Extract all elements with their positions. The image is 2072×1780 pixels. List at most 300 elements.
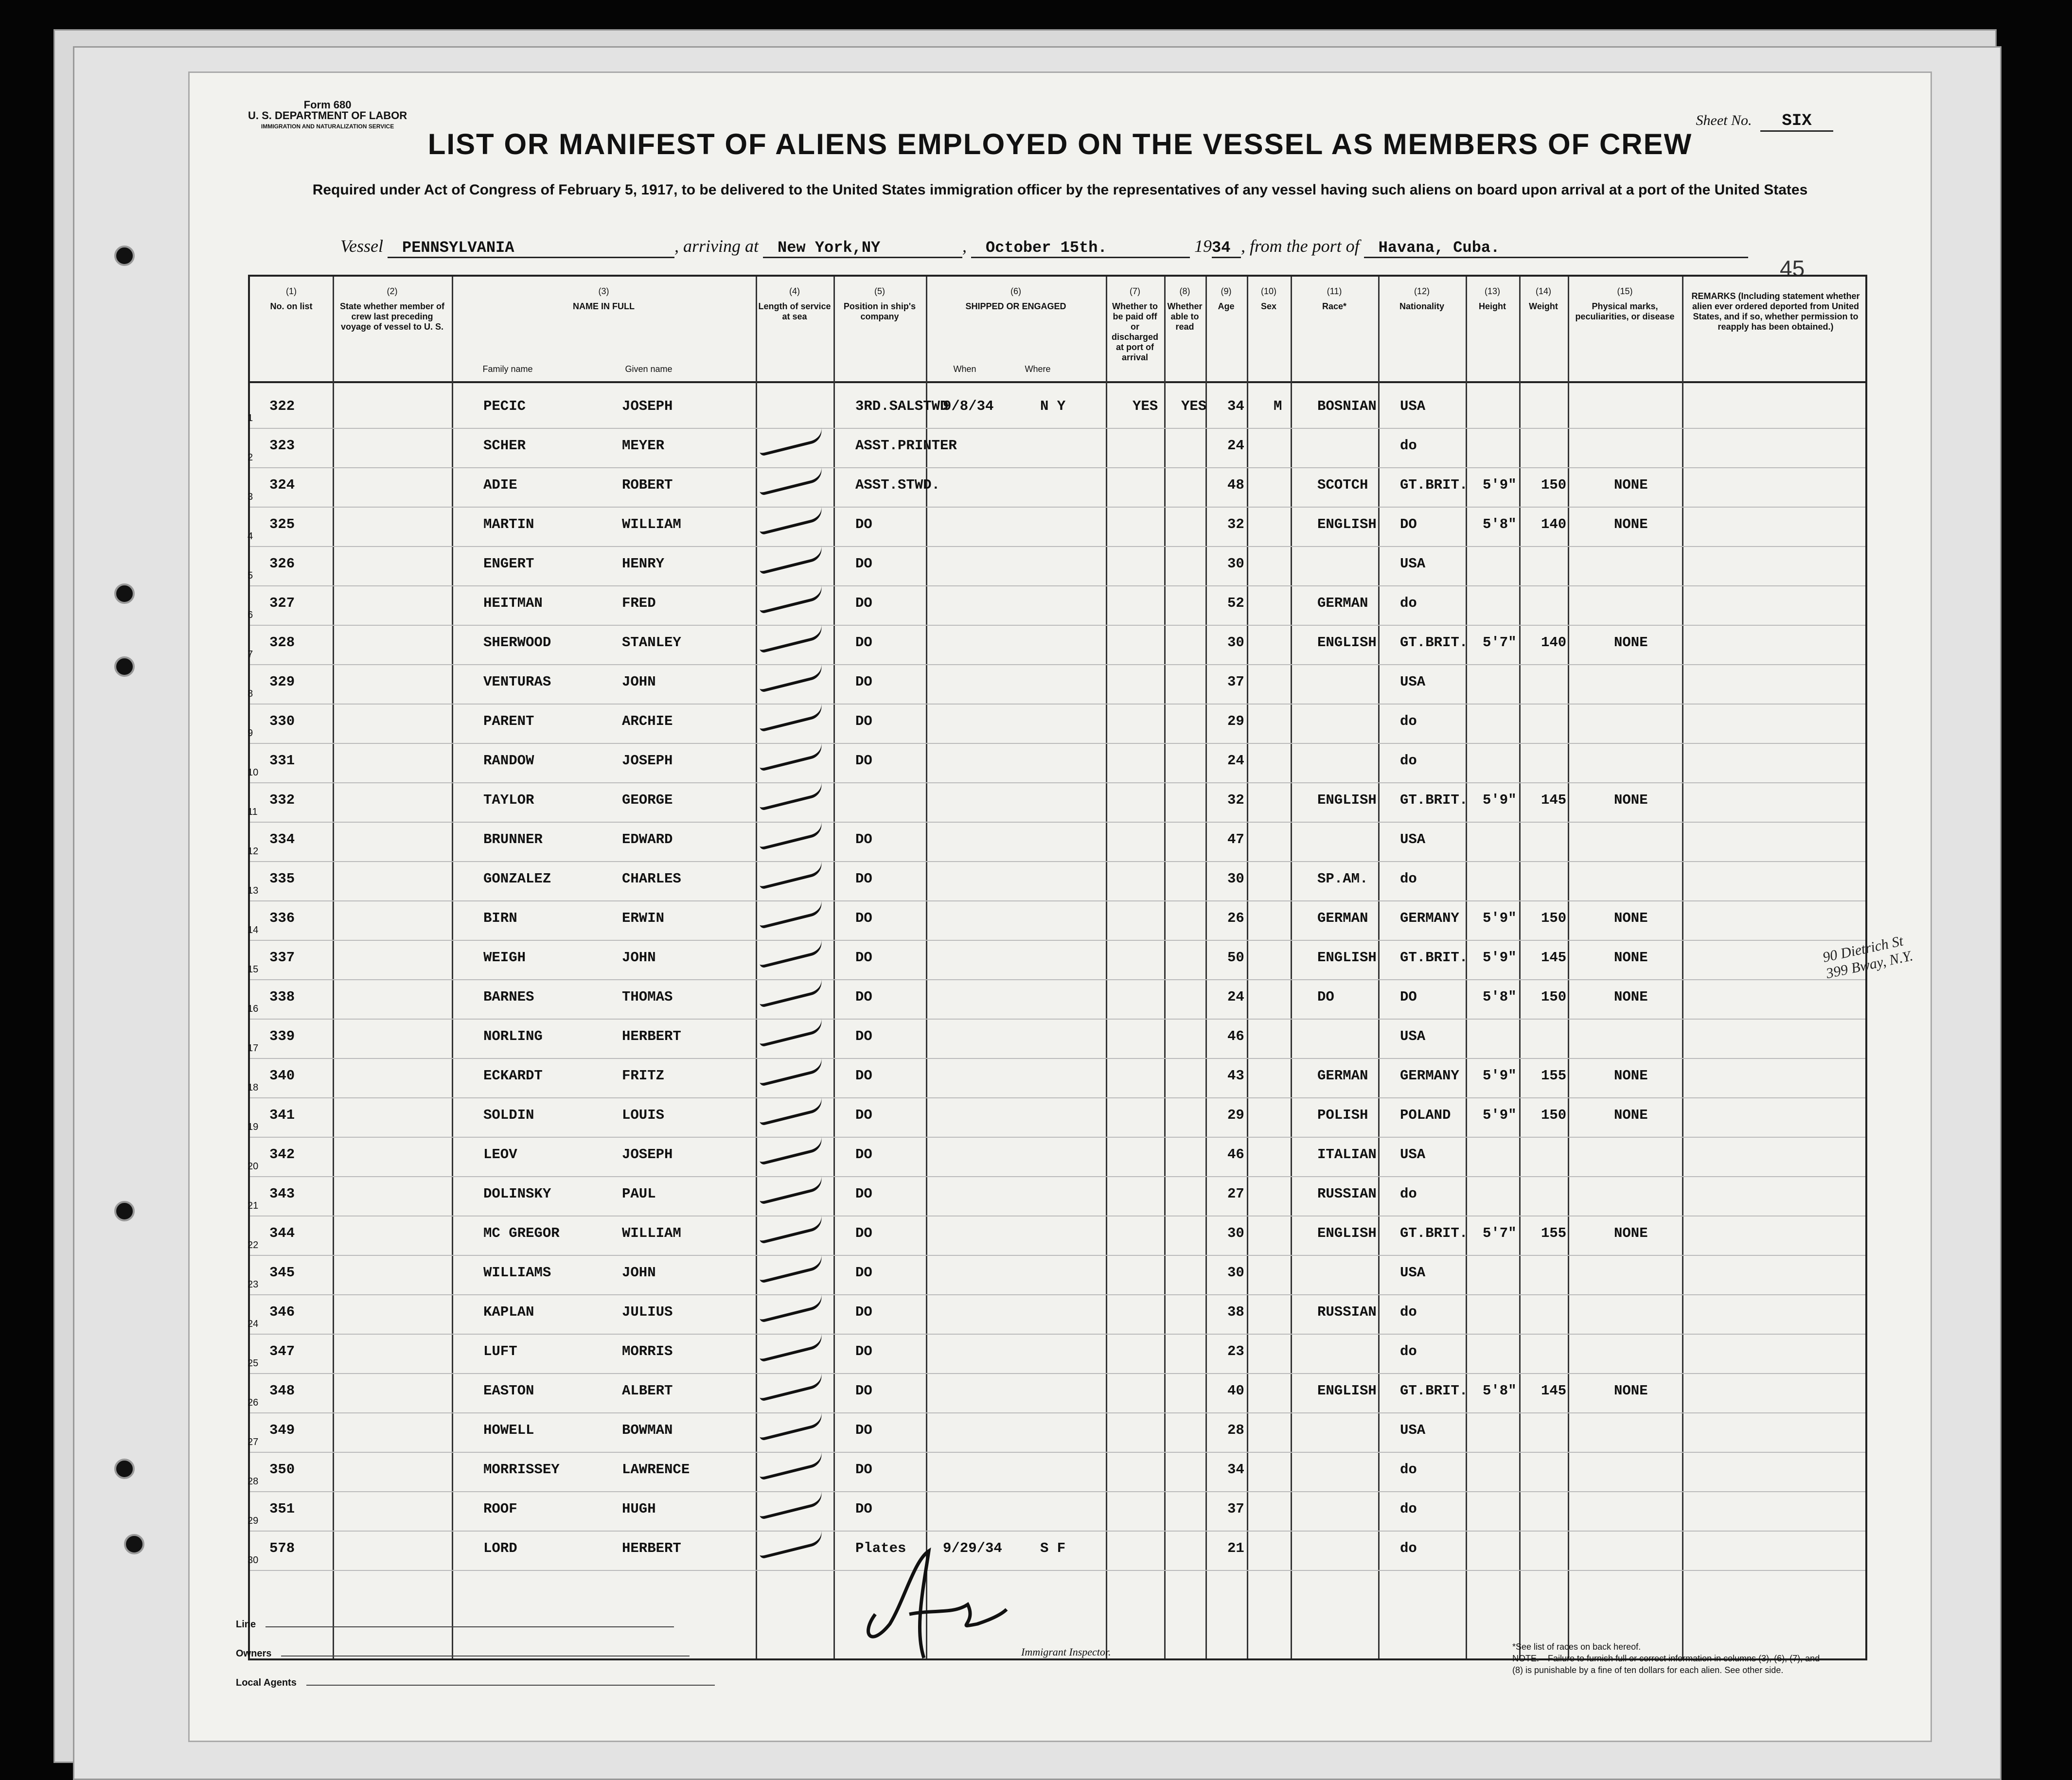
cell-no: 334 — [269, 831, 295, 847]
cell-age: 24 — [1227, 753, 1244, 769]
cell-no: 344 — [269, 1225, 295, 1241]
row-rule — [250, 743, 1865, 744]
row-rule — [250, 822, 1865, 823]
cell-no: 331 — [269, 753, 295, 769]
row-rule — [250, 546, 1865, 547]
cell-age: 24 — [1227, 989, 1244, 1005]
column-divider — [833, 277, 835, 1658]
column-label: State whether member of crew last preceding voyage of vessel to U. S. — [339, 301, 445, 332]
crew-table — [248, 275, 1867, 1660]
column-header — [454, 286, 753, 312]
check-mark — [758, 900, 825, 929]
row-index: 29 — [248, 1516, 259, 1526]
row-index: 26 — [248, 1397, 259, 1408]
cell-family: SOLDIN — [483, 1107, 534, 1123]
cell-age: 30 — [1227, 556, 1244, 572]
cell-no: 346 — [269, 1304, 295, 1320]
cell-given: JULIUS — [622, 1304, 673, 1320]
cell-family: LEOV — [483, 1146, 517, 1163]
cell-age: 48 — [1227, 477, 1244, 493]
cell-height: 5'9" — [1483, 1107, 1517, 1123]
footnote — [1512, 1641, 1824, 1676]
check-mark — [758, 1215, 825, 1244]
column-label: SHIPPED OR ENGAGED — [965, 301, 1066, 311]
header-divider — [250, 381, 1865, 383]
punch-hole — [124, 1534, 144, 1554]
cell-given: JOSEPH — [622, 1146, 673, 1163]
column-divider — [1378, 277, 1380, 1658]
check-mark — [758, 1373, 825, 1402]
cell-given: ARCHIE — [622, 713, 673, 729]
cell-nat: GT.BRIT. — [1400, 477, 1468, 493]
column-header — [758, 286, 831, 322]
cell-family: ADIE — [483, 477, 517, 493]
column-number: (7) — [1130, 286, 1140, 296]
check-mark — [758, 664, 825, 693]
row-index: 4 — [248, 531, 253, 542]
column-label: Position in ship's company — [843, 301, 916, 321]
cell-position: DO — [855, 1462, 872, 1478]
cell-height: 5'7" — [1483, 1225, 1517, 1241]
column-label: Sex — [1260, 301, 1277, 311]
cell-family: EASTON — [483, 1383, 534, 1399]
cell-age: 28 — [1227, 1422, 1244, 1438]
check-mark — [758, 703, 825, 732]
cell-family: KAPLAN — [483, 1304, 534, 1320]
cell-age: 46 — [1227, 1028, 1244, 1044]
cell-marks: NONE — [1614, 910, 1648, 926]
cell-no: 335 — [269, 871, 295, 887]
cell-race: RUSSIAN — [1317, 1304, 1377, 1320]
owners-field — [236, 1648, 690, 1659]
check-mark — [758, 546, 825, 575]
cell-race: ENGLISH — [1317, 950, 1377, 966]
column-label: NAME IN FULL — [573, 301, 635, 311]
column-divider — [1291, 277, 1292, 1658]
cell-when: 9/8/34 — [943, 398, 994, 414]
from-port: Havana, Cuba. — [1364, 239, 1748, 258]
row-rule — [250, 1412, 1865, 1413]
cell-family: ECKARDT — [483, 1068, 543, 1084]
row-rule — [250, 1255, 1865, 1256]
cell-position: 3RD.SALSTWD — [855, 398, 949, 414]
column-label: Height — [1479, 301, 1506, 311]
column-header — [1167, 286, 1203, 332]
cell-no: 351 — [269, 1501, 295, 1517]
row-index: 20 — [248, 1161, 259, 1172]
check-mark — [758, 782, 825, 811]
cell-no: 347 — [269, 1343, 295, 1359]
check-mark — [758, 1097, 825, 1126]
check-mark — [758, 1254, 825, 1284]
column-label: Nationality — [1399, 301, 1444, 311]
vessel-label: Vessel — [340, 236, 383, 256]
column-label: REMARKS (Including statement whether alien ever ordered deported from United States, and if so, whether permission to reapply has been obtained.) — [1691, 291, 1860, 332]
cell-race: GERMAN — [1317, 1068, 1368, 1084]
cell-no: 322 — [269, 398, 295, 414]
cell-position: DO — [855, 1383, 872, 1399]
column-label: Race* — [1322, 301, 1347, 311]
check-mark — [758, 1294, 825, 1323]
column-label: Whether to be paid off or discharged at port of arrival — [1111, 301, 1159, 362]
row-rule — [250, 1137, 1865, 1138]
cell-given: PAUL — [622, 1186, 656, 1202]
cell-no: 578 — [269, 1540, 295, 1556]
check-mark — [758, 939, 825, 969]
row-index: 12 — [248, 846, 259, 857]
cell-no: 323 — [269, 438, 295, 454]
cell-no: 341 — [269, 1107, 295, 1123]
cell-given: LAWRENCE — [622, 1462, 690, 1478]
check-mark — [758, 467, 825, 496]
cell-nat: USA — [1400, 831, 1426, 847]
check-mark — [758, 1491, 825, 1520]
column-header — [1208, 286, 1244, 312]
cell-given: MEYER — [622, 438, 665, 454]
cell-age: 47 — [1227, 831, 1244, 847]
cell-family: BRUNNER — [483, 831, 543, 847]
cell-age: 23 — [1227, 1343, 1244, 1359]
sub-header: Where — [1025, 364, 1051, 374]
cell-position: DO — [855, 1107, 872, 1123]
row-index: 21 — [248, 1200, 259, 1211]
cell-race: RUSSIAN — [1317, 1186, 1377, 1202]
year-prefix: 19 — [1194, 236, 1212, 256]
cell-family: PECIC — [483, 398, 526, 414]
cell-no: 332 — [269, 792, 295, 808]
cell-family: HOWELL — [483, 1422, 534, 1438]
row-rule — [250, 861, 1865, 862]
cell-given: HENRY — [622, 556, 665, 572]
check-mark — [758, 1136, 825, 1165]
sheet-value: SIX — [1760, 112, 1833, 132]
arriving-label: , arriving at — [674, 236, 759, 256]
cell-family: RANDOW — [483, 753, 534, 769]
column-number: (8) — [1179, 286, 1190, 296]
row-rule — [250, 625, 1865, 626]
cell-nat: POLAND — [1400, 1107, 1451, 1123]
cell-age: 37 — [1227, 674, 1244, 690]
cell-no: 339 — [269, 1028, 295, 1044]
cell-weight: 140 — [1541, 516, 1567, 532]
cell-family: MORRISSEY — [483, 1462, 560, 1478]
cell-age: 32 — [1227, 516, 1244, 532]
cell-age: 24 — [1227, 438, 1244, 454]
cell-age: 29 — [1227, 713, 1244, 729]
cell-position: DO — [855, 871, 872, 887]
cell-nat: USA — [1400, 556, 1426, 572]
cell-height: 5'9" — [1483, 792, 1517, 808]
sheet-label: Sheet No. — [1696, 112, 1752, 128]
handwritten-remark: 90 Dietrich St 399 Bway, N.Y. — [1821, 933, 1914, 982]
cell-height: 5'8" — [1483, 989, 1517, 1005]
cell-age: 37 — [1227, 1501, 1244, 1517]
row-rule — [250, 1373, 1865, 1374]
punch-hole — [114, 583, 135, 604]
check-mark — [758, 624, 825, 653]
service: IMMIGRATION AND NATURALIZATION SERVICE — [261, 123, 394, 130]
cell-marks: NONE — [1614, 792, 1648, 808]
row-index: 7 — [248, 649, 253, 660]
cell-position: DO — [855, 516, 872, 532]
column-divider — [1682, 277, 1683, 1658]
row-index: 24 — [248, 1319, 259, 1329]
column-number: (6) — [1010, 286, 1021, 296]
inspector-signature — [856, 1541, 1011, 1670]
column-label: Length of service at sea — [758, 301, 831, 321]
row-rule — [250, 1058, 1865, 1059]
cell-no: 328 — [269, 634, 295, 651]
cell-nat: GERMANY — [1400, 1068, 1459, 1084]
cell-given: WILLIAM — [622, 1225, 681, 1241]
cell-age: 50 — [1227, 950, 1244, 966]
vessel-line: Vessel PENNSYLVANIA , arriving at New York,NY , October 15th. 1934 , from the port of Havana, Cuba. — [340, 236, 1748, 258]
cell-family: BARNES — [483, 989, 534, 1005]
cell-when: 9/29/34 — [943, 1540, 1002, 1556]
page-number: 45 — [1780, 256, 1805, 281]
sub-header: Given name — [625, 364, 673, 374]
cell-race: ENGLISH — [1317, 1225, 1377, 1241]
cell-race: SP.AM. — [1317, 871, 1368, 887]
department: U. S. DEPARTMENT OF LABOR — [248, 109, 407, 122]
cell-position: DO — [855, 1028, 872, 1044]
cell-race: GERMAN — [1317, 595, 1368, 611]
cell-position: ASST.STWD. — [855, 477, 940, 493]
cell-marks: NONE — [1614, 1225, 1648, 1241]
cell-given: MORRIS — [622, 1343, 673, 1359]
row-index: 5 — [248, 570, 253, 581]
cell-weight: 150 — [1541, 910, 1567, 926]
cell-weight: 145 — [1541, 1383, 1567, 1399]
cell-given: WILLIAM — [622, 516, 681, 532]
cell-position: DO — [855, 674, 872, 690]
races-note: *See list of races on back hereof. — [1512, 1642, 1641, 1652]
cell-nat: do — [1400, 713, 1417, 729]
cell-family: WILLIAMS — [483, 1265, 551, 1281]
cell-position: DO — [855, 1304, 872, 1320]
row-index: 6 — [248, 610, 253, 620]
column-number: (10) — [1260, 286, 1276, 296]
cell-position: DO — [855, 1265, 872, 1281]
cell-family: TAYLOR — [483, 792, 534, 808]
punch-hole — [114, 1201, 135, 1221]
row-index: 16 — [248, 1004, 259, 1014]
cell-no: 329 — [269, 674, 295, 690]
cell-given: JOHN — [622, 674, 656, 690]
cell-age: 40 — [1227, 1383, 1244, 1399]
column-divider — [1205, 277, 1207, 1658]
cell-weight: 145 — [1541, 792, 1567, 808]
sub-header: When — [953, 364, 976, 374]
column-number: (14) — [1535, 286, 1551, 296]
cell-height: 5'8" — [1483, 1383, 1517, 1399]
cell-nat: USA — [1400, 1146, 1426, 1163]
cell-given: GEORGE — [622, 792, 673, 808]
line-field — [236, 1619, 674, 1630]
cell-nat: GERMANY — [1400, 910, 1459, 926]
cell-age: 26 — [1227, 910, 1244, 926]
cell-height: 5'9" — [1483, 477, 1517, 493]
row-rule — [250, 940, 1865, 941]
column-header — [1249, 286, 1288, 312]
cell-race: SCOTCH — [1317, 477, 1368, 493]
cell-age: 30 — [1227, 1265, 1244, 1281]
column-header — [335, 286, 449, 332]
punch-hole — [114, 246, 135, 266]
cell-given: BOWMAN — [622, 1422, 673, 1438]
cell-nat: do — [1400, 595, 1417, 611]
cell-nat: USA — [1400, 398, 1426, 414]
row-rule — [250, 704, 1865, 705]
row-index: 14 — [248, 925, 259, 935]
row-rule — [250, 1452, 1865, 1453]
cell-given: CHARLES — [622, 871, 681, 887]
row-index: 17 — [248, 1043, 259, 1054]
cell-height: 5'9" — [1483, 910, 1517, 926]
column-header — [836, 286, 923, 322]
row-rule — [250, 428, 1865, 429]
cell-no: 342 — [269, 1146, 295, 1163]
column-header — [1293, 286, 1376, 312]
cell-age: 30 — [1227, 634, 1244, 651]
cell-race: ENGLISH — [1317, 634, 1377, 651]
cell-marks: NONE — [1614, 634, 1648, 651]
cell-race: BOSNIAN — [1317, 398, 1377, 414]
cell-no: 349 — [269, 1422, 295, 1438]
cell-age: 30 — [1227, 871, 1244, 887]
cell-no: 326 — [269, 556, 295, 572]
cell-family: HEITMAN — [483, 595, 543, 611]
cell-no: 327 — [269, 595, 295, 611]
column-divider — [333, 277, 334, 1658]
column-number: (2) — [387, 286, 398, 296]
subtitle: Required under Act of Congress of February 5, 1917, to be delivered to the United States immigration officer by the representatives of any vessel having such aliens on board upon arrival at a port of the United States — [312, 182, 1808, 198]
check-mark — [758, 1018, 825, 1047]
cell-weight: 155 — [1541, 1068, 1567, 1084]
cell-no: 338 — [269, 989, 295, 1005]
agents-field — [236, 1677, 715, 1689]
cell-family: LORD — [483, 1540, 517, 1556]
cell-family: ROOF — [483, 1501, 517, 1517]
column-number: (12) — [1414, 286, 1430, 296]
column-header — [1570, 286, 1680, 322]
cell-family: MC GREGOR — [483, 1225, 560, 1241]
cell-no: 345 — [269, 1265, 295, 1281]
cell-no: 348 — [269, 1383, 295, 1399]
cell-family: DOLINSKY — [483, 1186, 551, 1202]
cell-position: DO — [855, 713, 872, 729]
column-header — [1381, 286, 1463, 312]
row-rule — [250, 664, 1865, 665]
cell-nat: do — [1400, 871, 1417, 887]
cell-family: SCHER — [483, 438, 526, 454]
check-mark — [758, 742, 825, 772]
column-header — [1108, 286, 1162, 363]
cell-nat: do — [1400, 438, 1417, 454]
row-index: 11 — [248, 807, 258, 817]
cell-age: 38 — [1227, 1304, 1244, 1320]
column-number: (13) — [1484, 286, 1500, 296]
cell-weight: 150 — [1541, 477, 1567, 493]
cell-position: DO — [855, 1186, 872, 1202]
cell-weight: 140 — [1541, 634, 1567, 651]
punch-hole — [114, 1459, 135, 1479]
column-header — [928, 286, 1103, 312]
from-label: , from the port of — [1241, 236, 1360, 256]
row-rule — [250, 1334, 1865, 1335]
row-index: 10 — [248, 767, 259, 778]
check-mark — [758, 585, 825, 614]
row-index: 1 — [248, 413, 253, 423]
cell-position: DO — [855, 556, 872, 572]
cell-given: EDWARD — [622, 831, 673, 847]
row-rule — [250, 1176, 1865, 1177]
cell-weight: 150 — [1541, 1107, 1567, 1123]
cell-nat: USA — [1400, 1028, 1426, 1044]
cell-race: DO — [1317, 989, 1334, 1005]
cell-no: 340 — [269, 1068, 295, 1084]
vessel-name: PENNSYLVANIA — [388, 239, 674, 258]
cell-weight: 145 — [1541, 950, 1567, 966]
cell-age: 27 — [1227, 1186, 1244, 1202]
column-label: Age — [1218, 301, 1235, 311]
row-rule — [250, 585, 1865, 586]
check-mark — [758, 1057, 825, 1087]
cell-given: THOMAS — [622, 989, 673, 1005]
cell-given: JOHN — [622, 1265, 656, 1281]
cell-given: JOSEPH — [622, 398, 673, 414]
fine-note: NOTE.—Failure to furnish full or correct information in columns (3), (6), (7), and (8) is punishable by a fine of ten dollars for each alien. See other side. — [1512, 1654, 1820, 1675]
cell-position: DO — [855, 753, 872, 769]
column-header — [252, 286, 330, 312]
row-rule — [250, 979, 1865, 980]
cell-nat: GT.BRIT. — [1400, 1225, 1468, 1241]
cell-age: 21 — [1227, 1540, 1244, 1556]
row-rule — [250, 1491, 1865, 1492]
row-index: 28 — [248, 1476, 259, 1487]
cell-age: 32 — [1227, 792, 1244, 808]
owners-label: Owners — [236, 1648, 272, 1659]
cell-marks: NONE — [1614, 1068, 1648, 1084]
cell-given: FRITZ — [622, 1068, 665, 1084]
cell-marks: NONE — [1614, 477, 1648, 493]
column-header — [1522, 286, 1565, 312]
sub-header: Family name — [482, 364, 533, 374]
row-rule — [250, 507, 1865, 508]
row-rule — [250, 1570, 1865, 1571]
cell-no: 325 — [269, 516, 295, 532]
line-label: Line — [236, 1619, 256, 1630]
cell-given: ALBERT — [622, 1383, 673, 1399]
cell-race: ENGLISH — [1317, 516, 1377, 532]
form-number: Form 680 — [303, 99, 352, 111]
check-mark — [758, 1451, 825, 1480]
cell-position: DO — [855, 634, 872, 651]
check-mark — [758, 861, 825, 890]
cell-given: HUGH — [622, 1501, 656, 1517]
cell-marks: NONE — [1614, 950, 1648, 966]
row-index: 18 — [248, 1082, 259, 1093]
cell-family: GONZALEZ — [483, 871, 551, 887]
cell-position: ASST.PRINTER — [855, 438, 957, 454]
cell-nat: do — [1400, 1304, 1417, 1320]
cell-nat: USA — [1400, 1422, 1426, 1438]
cell-family: NORLING — [483, 1028, 543, 1044]
cell-weight: 150 — [1541, 989, 1567, 1005]
cell-family: SHERWOOD — [483, 634, 551, 651]
check-mark — [758, 1176, 825, 1205]
cell-no: 343 — [269, 1186, 295, 1202]
